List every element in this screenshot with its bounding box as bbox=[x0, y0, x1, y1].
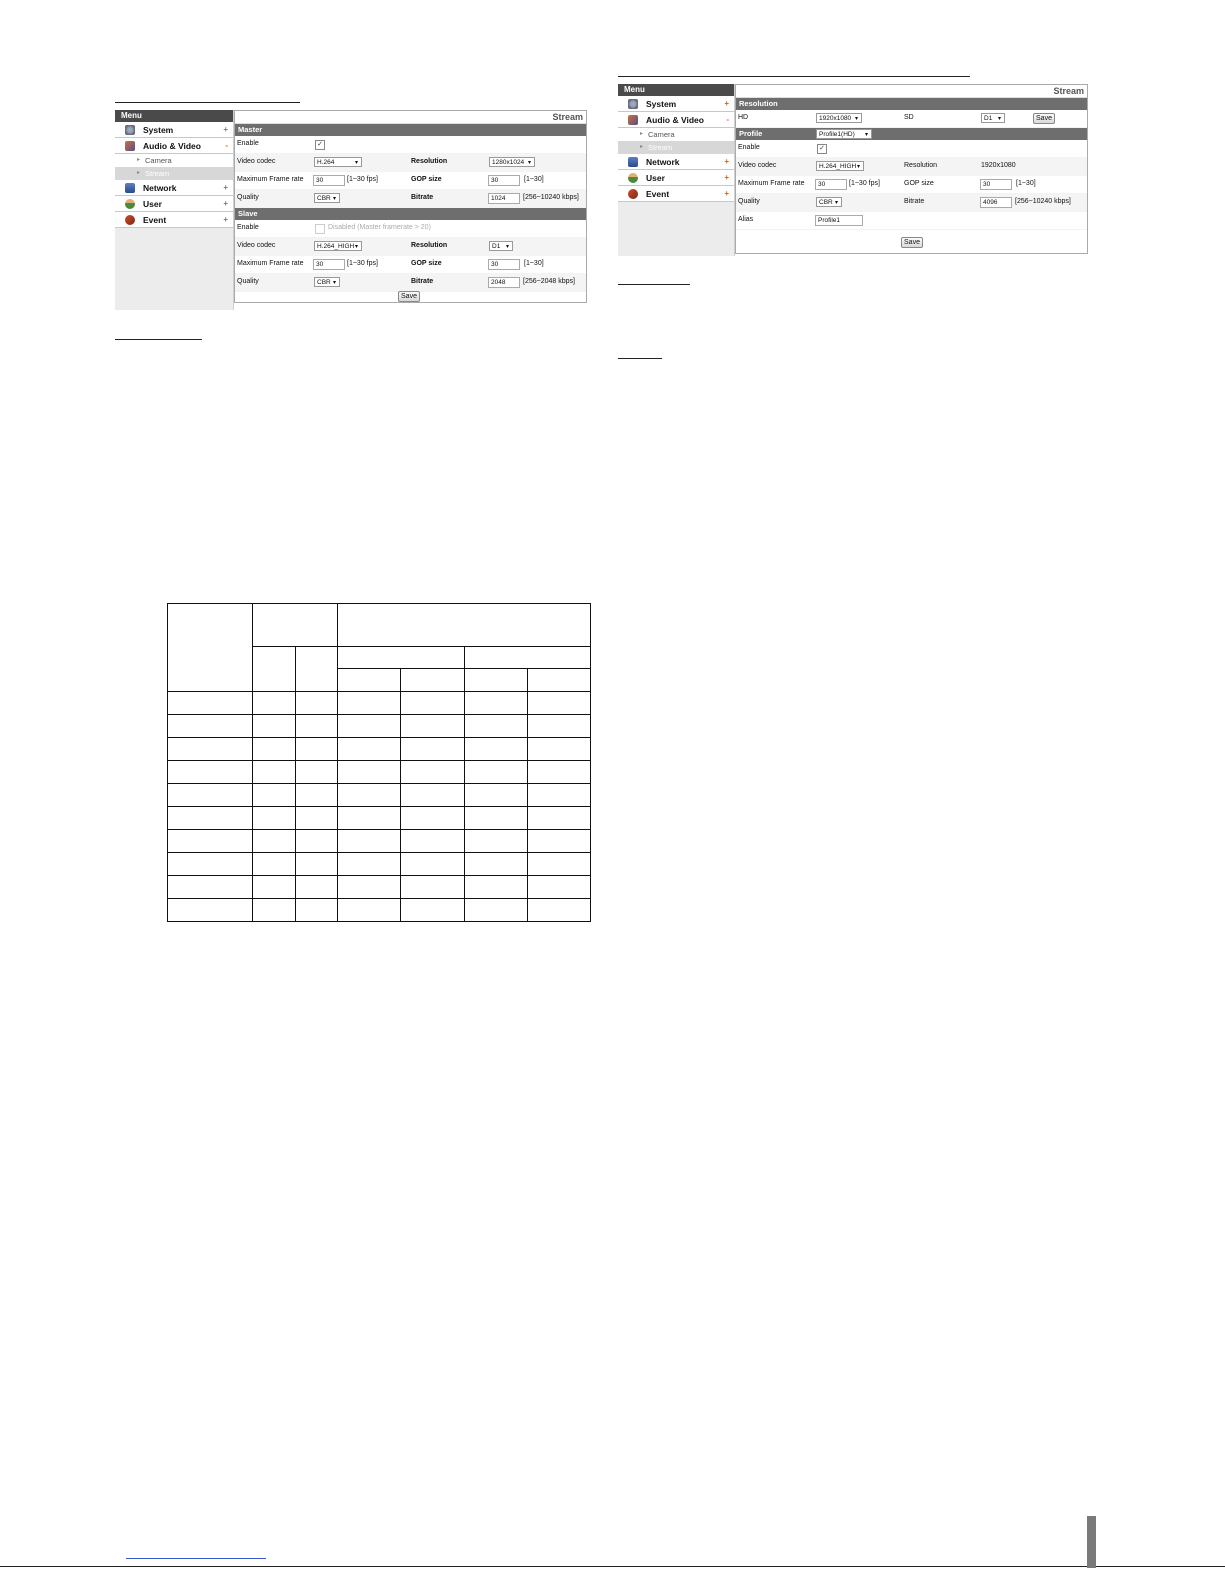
slave-enable-checkbox[interactable] bbox=[315, 224, 325, 234]
stream-form bbox=[234, 110, 587, 303]
user-icon bbox=[628, 173, 638, 183]
chevron-down-icon: ▾ bbox=[864, 132, 868, 138]
table-cell bbox=[401, 692, 464, 715]
table-cell bbox=[338, 784, 401, 807]
max-frame-rate-label: Maximum Frame rate bbox=[738, 180, 805, 187]
table-cell bbox=[464, 692, 527, 715]
profile-section-header bbox=[736, 128, 1087, 140]
master-section-header: Master bbox=[235, 124, 586, 136]
table-row bbox=[168, 738, 591, 761]
profile-save-button[interactable]: Save bbox=[901, 237, 923, 248]
table-cell bbox=[338, 853, 401, 876]
empty-grid-table bbox=[167, 603, 591, 922]
chevron-down-icon: ▾ bbox=[332, 196, 336, 202]
table-cell bbox=[401, 807, 464, 830]
table-cell bbox=[168, 899, 253, 922]
profile-codec-row bbox=[736, 158, 1087, 176]
select-value: H.264 bbox=[317, 159, 335, 166]
table-row bbox=[168, 807, 591, 830]
table-cell bbox=[168, 738, 253, 761]
chevron-down-icon: ▾ bbox=[332, 280, 336, 286]
chevron-down-icon: ▾ bbox=[527, 160, 531, 166]
menu-item-audio-video[interactable] bbox=[618, 112, 734, 128]
video-icon bbox=[628, 115, 638, 125]
table-cell bbox=[295, 738, 338, 761]
table-row bbox=[168, 853, 591, 876]
heading-rule-left bbox=[115, 102, 300, 103]
menu-title: Menu bbox=[618, 84, 734, 96]
chevron-down-icon: ▾ bbox=[354, 244, 358, 250]
right-menu bbox=[618, 84, 735, 256]
table-cell bbox=[168, 807, 253, 830]
table-cell bbox=[464, 853, 527, 876]
table-cell bbox=[527, 738, 590, 761]
slave-disabled-note: Disabled (Master framerate > 20) bbox=[328, 224, 431, 231]
menu-item-system[interactable] bbox=[115, 122, 233, 138]
table-cell bbox=[338, 899, 401, 922]
right-stream-screenshot bbox=[618, 84, 1088, 256]
resolution-select[interactable] bbox=[489, 241, 513, 251]
slave-codec-row bbox=[235, 238, 586, 256]
chevron-down-icon: ▾ bbox=[354, 160, 358, 166]
menu-item-audio-video[interactable] bbox=[115, 138, 233, 154]
select-value: 1280x1024 bbox=[492, 159, 525, 166]
table-cell bbox=[338, 876, 401, 899]
enable-label: Enable bbox=[738, 144, 760, 151]
gop-size-label: GOP size bbox=[904, 180, 934, 187]
resolution-label: Resolution bbox=[904, 162, 938, 169]
table-cell bbox=[253, 876, 296, 899]
menu-item-label: Event bbox=[646, 189, 670, 199]
collapse-icon: - bbox=[225, 141, 228, 150]
table-cell bbox=[401, 715, 464, 738]
network-icon bbox=[628, 157, 638, 167]
table-cell bbox=[295, 853, 338, 876]
table-cell bbox=[253, 692, 296, 715]
left-menu bbox=[115, 110, 234, 310]
bitrate-label: Bitrate bbox=[904, 198, 925, 205]
table-row bbox=[168, 784, 591, 807]
gop-size-input[interactable]: 30 bbox=[980, 179, 1012, 190]
table-cell bbox=[253, 647, 296, 692]
table-row bbox=[168, 899, 591, 922]
footer-rule bbox=[0, 1566, 1225, 1567]
table-cell bbox=[401, 784, 464, 807]
menu-item-label: System bbox=[646, 99, 677, 109]
resolution-section-header: Resolution bbox=[736, 98, 1087, 110]
page-title: Stream bbox=[736, 85, 1087, 98]
table-cell bbox=[295, 761, 338, 784]
table-cell bbox=[168, 761, 253, 784]
table-cell bbox=[338, 807, 401, 830]
hd-label: HD bbox=[738, 114, 749, 121]
left-stream-screenshot bbox=[115, 110, 587, 310]
table-cell bbox=[401, 761, 464, 784]
gop-range: [1~30] bbox=[524, 260, 544, 267]
frame-rate-range: [1~30 fps] bbox=[347, 260, 378, 267]
select-value: CBR bbox=[819, 199, 833, 206]
gop-size-input[interactable]: 30 bbox=[488, 259, 520, 270]
table-cell bbox=[338, 647, 465, 669]
master-codec-row bbox=[235, 154, 586, 172]
table-cell bbox=[401, 738, 464, 761]
expand-icon: + bbox=[223, 199, 228, 208]
max-frame-rate-input[interactable]: 30 bbox=[313, 175, 345, 186]
enable-label: Enable bbox=[237, 224, 259, 231]
table-cell bbox=[527, 899, 590, 922]
table-cell bbox=[401, 876, 464, 899]
table-row bbox=[168, 830, 591, 853]
video-codec-label: Video codec bbox=[237, 242, 276, 249]
table-cell bbox=[464, 647, 591, 669]
table-cell bbox=[295, 647, 338, 692]
event-icon bbox=[125, 215, 135, 225]
table-cell bbox=[527, 669, 590, 692]
bitrate-label: Bitrate bbox=[411, 194, 434, 201]
collapse-icon: - bbox=[726, 115, 729, 124]
table-cell bbox=[401, 853, 464, 876]
select-value: CBR bbox=[317, 279, 331, 286]
menu-item-network[interactable] bbox=[618, 154, 734, 170]
menu-item-label: System bbox=[143, 125, 174, 135]
bitrate-range: [256~2048 kbps] bbox=[523, 278, 575, 285]
system-icon bbox=[125, 125, 135, 135]
table-cell bbox=[168, 692, 253, 715]
max-frame-rate-label: Maximum Frame rate bbox=[237, 260, 304, 267]
slave-framerate-row bbox=[235, 256, 586, 274]
gop-range: [1~30] bbox=[1016, 180, 1036, 187]
table-cell bbox=[253, 853, 296, 876]
table-cell bbox=[464, 761, 527, 784]
frame-rate-range: [1~30 fps] bbox=[849, 180, 880, 187]
slave-enable-row bbox=[235, 220, 586, 238]
menu-item-label: Network bbox=[646, 157, 680, 167]
bitrate-input[interactable]: 1024 bbox=[488, 193, 520, 204]
select-value: D1 bbox=[984, 115, 993, 122]
menu-item-label: Audio & Video bbox=[646, 115, 704, 125]
table-cell bbox=[401, 669, 464, 692]
arrow-right-icon: ▸ bbox=[640, 131, 644, 137]
master-enable-row bbox=[235, 136, 586, 154]
table-cell bbox=[168, 604, 253, 692]
table-cell bbox=[338, 692, 401, 715]
bitrate-input[interactable]: 2048 bbox=[488, 277, 520, 288]
chevron-down-icon: ▾ bbox=[505, 244, 509, 250]
master-enable-checkbox[interactable]: ✓ bbox=[315, 140, 325, 150]
video-codec-select[interactable] bbox=[314, 241, 362, 251]
table-cell bbox=[253, 807, 296, 830]
quality-label: Quality bbox=[237, 278, 259, 285]
menu-item-system[interactable] bbox=[618, 96, 734, 112]
table-cell bbox=[527, 784, 590, 807]
profile-enable-row bbox=[736, 140, 1087, 158]
stream-form bbox=[735, 84, 1088, 254]
table-cell bbox=[168, 876, 253, 899]
table-cell bbox=[464, 715, 527, 738]
select-value: CBR bbox=[317, 195, 331, 202]
alias-input[interactable]: Profile1 bbox=[815, 215, 863, 226]
table-cell bbox=[338, 604, 591, 647]
table-cell bbox=[253, 604, 338, 647]
footer-link-underline bbox=[126, 1558, 266, 1559]
table-cell bbox=[338, 715, 401, 738]
select-value: H.264_HIGH bbox=[317, 243, 355, 250]
quality-label: Quality bbox=[738, 198, 760, 205]
menu-subitem-stream[interactable] bbox=[618, 141, 734, 154]
profile-enable-checkbox[interactable]: ✓ bbox=[817, 144, 827, 154]
network-icon bbox=[125, 183, 135, 193]
menu-subitem-label: Camera bbox=[648, 130, 675, 139]
menu-item-label: Event bbox=[143, 215, 167, 225]
slave-section-header: Slave bbox=[235, 208, 586, 220]
table-row bbox=[168, 604, 591, 647]
menu-item-label: User bbox=[143, 199, 162, 209]
master-quality-row bbox=[235, 190, 586, 208]
video-codec-select[interactable] bbox=[816, 161, 864, 171]
table-row bbox=[168, 715, 591, 738]
table-cell bbox=[295, 715, 338, 738]
resolution-label: Resolution bbox=[411, 158, 448, 165]
table-cell bbox=[464, 830, 527, 853]
table-cell bbox=[168, 830, 253, 853]
table-cell bbox=[464, 784, 527, 807]
chevron-down-icon: ▾ bbox=[997, 116, 1001, 122]
menu-title: Menu bbox=[115, 110, 233, 122]
select-value: 1920x1080 bbox=[819, 115, 852, 122]
save-button[interactable]: Save bbox=[398, 291, 420, 302]
event-icon bbox=[628, 189, 638, 199]
table-cell bbox=[168, 853, 253, 876]
table-cell bbox=[253, 738, 296, 761]
menu-subitem-label: Camera bbox=[145, 156, 172, 165]
system-icon bbox=[628, 99, 638, 109]
slave-quality-row bbox=[235, 274, 586, 292]
gop-size-label: GOP size bbox=[411, 260, 442, 267]
expand-icon: + bbox=[724, 173, 729, 182]
table-cell bbox=[464, 669, 527, 692]
gop-size-label: GOP size bbox=[411, 176, 442, 183]
table-cell bbox=[168, 784, 253, 807]
video-codec-label: Video codec bbox=[738, 162, 777, 169]
quality-select[interactable] bbox=[314, 277, 340, 287]
page-title: Stream bbox=[235, 111, 586, 124]
quality-label: Quality bbox=[237, 194, 259, 201]
profile-select[interactable] bbox=[816, 129, 872, 139]
table-row bbox=[168, 876, 591, 899]
video-codec-select[interactable] bbox=[314, 157, 362, 167]
table-cell bbox=[464, 738, 527, 761]
table-cell bbox=[168, 715, 253, 738]
bitrate-range: [256~10240 kbps] bbox=[1015, 198, 1071, 205]
table-cell bbox=[338, 830, 401, 853]
table-cell bbox=[338, 738, 401, 761]
master-framerate-row bbox=[235, 172, 586, 190]
page-edge-tab bbox=[1087, 1516, 1096, 1568]
resolution-value: 1920x1080 bbox=[981, 162, 1016, 169]
arrow-right-icon: ▸ bbox=[137, 157, 141, 163]
menu-subitem-label: Stream bbox=[145, 169, 170, 178]
menu-subitem-stream[interactable] bbox=[115, 167, 233, 180]
profile-quality-row bbox=[736, 194, 1087, 212]
max-frame-rate-label: Maximum Frame rate bbox=[237, 176, 304, 183]
expand-icon: + bbox=[223, 125, 228, 134]
table-cell bbox=[527, 807, 590, 830]
caption-underline-left bbox=[115, 339, 202, 340]
table-row bbox=[168, 692, 591, 715]
profile-framerate-row bbox=[736, 176, 1087, 194]
gop-size-input[interactable]: 30 bbox=[488, 175, 520, 186]
table-cell bbox=[464, 807, 527, 830]
select-value: Profile1(HD) bbox=[819, 131, 855, 138]
table-cell bbox=[338, 669, 401, 692]
profile-header-label: Profile bbox=[739, 129, 763, 138]
expand-icon: + bbox=[724, 189, 729, 198]
chevron-down-icon: ▾ bbox=[856, 164, 860, 170]
video-codec-label: Video codec bbox=[237, 158, 276, 165]
select-value: D1 bbox=[492, 243, 501, 250]
table-cell bbox=[527, 692, 590, 715]
resolution-save-button[interactable]: Save bbox=[1033, 113, 1055, 124]
alias-label: Alias bbox=[738, 216, 754, 223]
table-cell bbox=[527, 830, 590, 853]
table-cell bbox=[253, 899, 296, 922]
resolution-select[interactable] bbox=[489, 157, 535, 167]
resolution-row bbox=[736, 110, 1087, 128]
menu-item-label: Audio & Video bbox=[143, 141, 201, 151]
menu-item-event[interactable] bbox=[618, 186, 734, 202]
enable-label: Enable bbox=[237, 140, 259, 147]
quality-select[interactable] bbox=[816, 197, 842, 207]
expand-icon: + bbox=[223, 183, 228, 192]
table-cell bbox=[253, 761, 296, 784]
chevron-down-icon: ▾ bbox=[854, 116, 858, 122]
menu-subitem-camera[interactable] bbox=[618, 128, 734, 141]
menu-subitem-label: Stream bbox=[648, 143, 673, 152]
gop-range: [1~30] bbox=[524, 176, 544, 183]
table-cell bbox=[527, 876, 590, 899]
table-cell bbox=[253, 830, 296, 853]
table-cell bbox=[295, 784, 338, 807]
arrow-right-icon: ▸ bbox=[640, 144, 644, 150]
table-cell bbox=[253, 784, 296, 807]
table-cell bbox=[464, 876, 527, 899]
table-cell bbox=[295, 899, 338, 922]
bitrate-input[interactable]: 4096 bbox=[980, 197, 1012, 208]
hd-resolution-select[interactable] bbox=[816, 113, 862, 123]
chevron-down-icon: ▾ bbox=[834, 200, 838, 206]
table-row bbox=[168, 761, 591, 784]
menu-subitem-camera[interactable] bbox=[115, 154, 233, 167]
expand-icon: + bbox=[724, 157, 729, 166]
table-cell bbox=[253, 715, 296, 738]
table-cell bbox=[527, 761, 590, 784]
video-icon bbox=[125, 141, 135, 151]
arrow-right-icon: ▸ bbox=[137, 170, 141, 176]
sd-label: SD bbox=[904, 114, 914, 121]
max-frame-rate-input[interactable]: 30 bbox=[313, 259, 345, 270]
heading-rule-right bbox=[618, 76, 970, 77]
resolution-label: Resolution bbox=[411, 242, 448, 249]
table-cell bbox=[295, 876, 338, 899]
menu-item-user[interactable] bbox=[618, 170, 734, 186]
caption-underline-right-2 bbox=[618, 358, 662, 359]
profile-alias-row bbox=[736, 212, 1087, 230]
max-frame-rate-input[interactable]: 30 bbox=[815, 179, 847, 190]
menu-item-network[interactable] bbox=[115, 180, 233, 196]
table-cell bbox=[527, 853, 590, 876]
select-value: H.264_HIGH bbox=[819, 163, 857, 170]
table-cell bbox=[338, 761, 401, 784]
sd-resolution-select[interactable] bbox=[981, 113, 1005, 123]
table-cell bbox=[527, 715, 590, 738]
table-cell bbox=[295, 692, 338, 715]
frame-rate-range: [1~30 fps] bbox=[347, 176, 378, 183]
quality-select[interactable] bbox=[314, 193, 340, 203]
table-cell bbox=[295, 807, 338, 830]
bitrate-label: Bitrate bbox=[411, 278, 434, 285]
caption-underline-right-1 bbox=[618, 284, 690, 285]
expand-icon: + bbox=[223, 215, 228, 224]
table-cell bbox=[295, 830, 338, 853]
table-cell bbox=[401, 830, 464, 853]
user-icon bbox=[125, 199, 135, 209]
menu-item-event[interactable] bbox=[115, 212, 233, 228]
expand-icon: + bbox=[724, 99, 729, 108]
table-cell bbox=[401, 899, 464, 922]
bitrate-range: [256~10240 kbps] bbox=[523, 194, 579, 201]
menu-item-user[interactable] bbox=[115, 196, 233, 212]
menu-item-label: Network bbox=[143, 183, 177, 193]
menu-item-label: User bbox=[646, 173, 665, 183]
table-cell bbox=[464, 899, 527, 922]
